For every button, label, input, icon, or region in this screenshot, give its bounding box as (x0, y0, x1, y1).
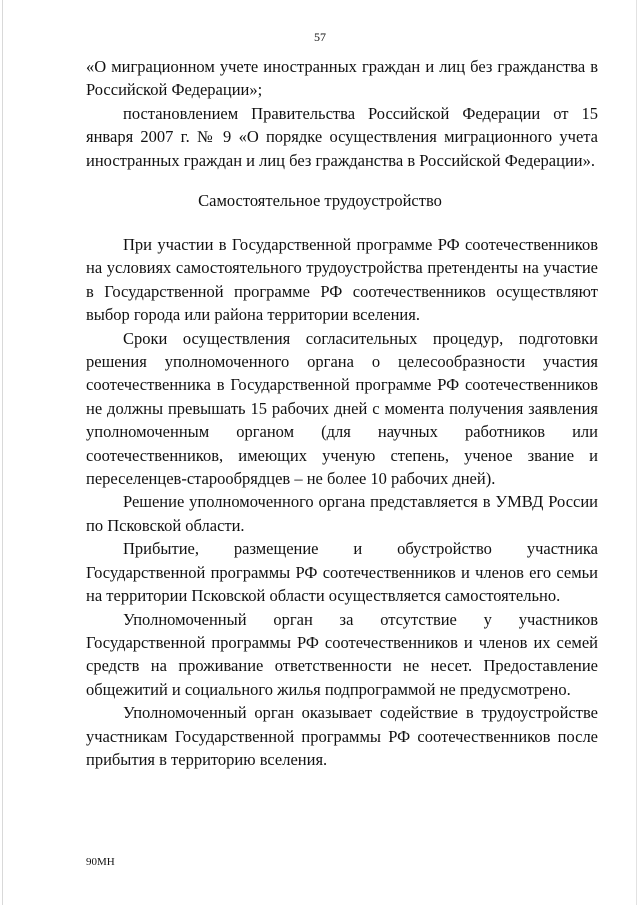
paragraph: «О миграционном учете иностранных граждан и лиц без гражданства в Российской Федерации»; (86, 57, 598, 100)
page-number: 57 (314, 30, 326, 44)
paragraph: Решение уполномоченного органа представляется в УМВД России по Псковской области. (86, 492, 598, 535)
main-text-block (86, 233, 598, 771)
paragraph: Сроки осуществления согласительных процедур, подготовки решения уполномоченного органа о целесообразности участия соотечественника в Государственной программе РФ соотечественников не должны превышать 15 рабочих дней с момента получения заявления уполномоченным органом (для научных работников или соотечественников, имеющих ученую степень, ученое звание и переселенцев-старообрядцев – не более 10 рабочих дней). (86, 328, 598, 489)
paragraph: Уполномоченный орган оказывает содействие в трудоустройстве участникам Государственной программы РФ соотечественников после прибытия в территорию вселения. (86, 703, 598, 769)
paragraph: При участии в Государственной программе РФ соотечественников на условиях самостоятельного трудоустройства претенденты на участие в Государственной программе РФ соотечественников осуществляют выбор города или района территории вселения. (86, 235, 598, 325)
footer-code: 90МН (86, 856, 115, 868)
top-text-block (86, 55, 598, 172)
paragraph: Прибытие, размещение и обустройство участника Государственной программы РФ соотечественников и членов его семьи на территории Псковской области осуществляется самостоятельно. (86, 539, 598, 606)
paragraph: Уполномоченный орган за отсутствие у участников Государственной программы РФ соотечественников и членов их семей средств на проживание ответственности не несет. Предоставление общежитий и социального жилья подпрограммой не предусмотрено. (86, 609, 598, 699)
paragraph: постановлением Правительства Российской Федерации от 15 января 2007 г. № 9 «О порядке осуществления миграционного учета иностранных граждан и лиц без гражданства в Российской Федерации». (86, 103, 598, 170)
section-heading: Самостоятельное трудоустройство (198, 191, 442, 210)
scan-edge-left (2, 0, 3, 905)
scan-edge-right (636, 0, 637, 905)
